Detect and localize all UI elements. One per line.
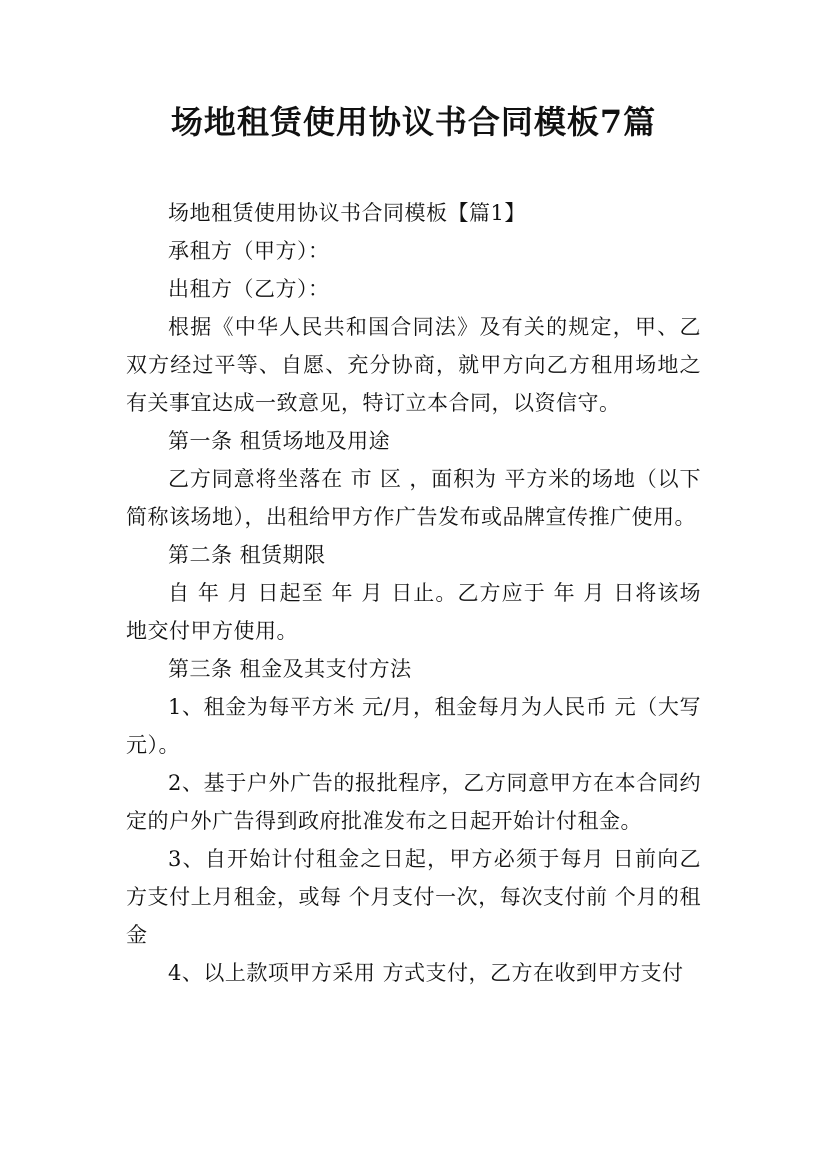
preamble-paragraph: 根据《中华人民共和国合同法》及有关的规定，甲、乙双方经过平等、自愿、充分协商，就甲方向乙方租用场地之有关事宜达成一致意见，特订立本合同，以资信守。 — [126, 315, 701, 415]
article-3-clause-3: 3、自开始计付租金之日起，甲方必须于每月 日前向乙方支付上月租金，或每 个月支付一次，每次支付前 个月的租金 — [126, 847, 701, 947]
article-3-clause-2: 2、基于户外广告的报批程序，乙方同意甲方在本合同约定的户外广告得到政府批准发布之日起开始计付租金。 — [126, 771, 701, 833]
article-1-heading: 第一条 租赁场地及用途 — [168, 429, 391, 453]
document-title: 场地租赁使用协议书合同模板7篇 — [170, 103, 657, 141]
lessee-line: 承租方（甲方）： — [168, 239, 330, 263]
document-body — [126, 194, 701, 992]
article-3-clause-4: 4、以上款项甲方采用 方式支付，乙方在收到甲方支付 — [168, 961, 684, 985]
lessor-line: 出租方（乙方）： — [168, 277, 330, 301]
article-1-paragraph: 乙方同意将坐落在 市 区 ，面积为 平方米的场地（以下简称该场地），出租给甲方作广告发布或品牌宣传推广使用。 — [126, 467, 701, 529]
article-2-heading: 第二条 租赁期限 — [168, 543, 326, 567]
section-heading: 场地租赁使用协议书合同模板【篇1】 — [168, 201, 526, 225]
article-2-paragraph: 自 年 月 日起至 年 月 日止。乙方应于 年 月 日将该场地交付甲方使用。 — [126, 581, 701, 643]
article-3-clause-1: 1、租金为每平方米 元/月，租金每月为人民币 元（大写 元）。 — [126, 695, 701, 757]
article-3-heading: 第三条 租金及其支付方法 — [168, 657, 412, 681]
